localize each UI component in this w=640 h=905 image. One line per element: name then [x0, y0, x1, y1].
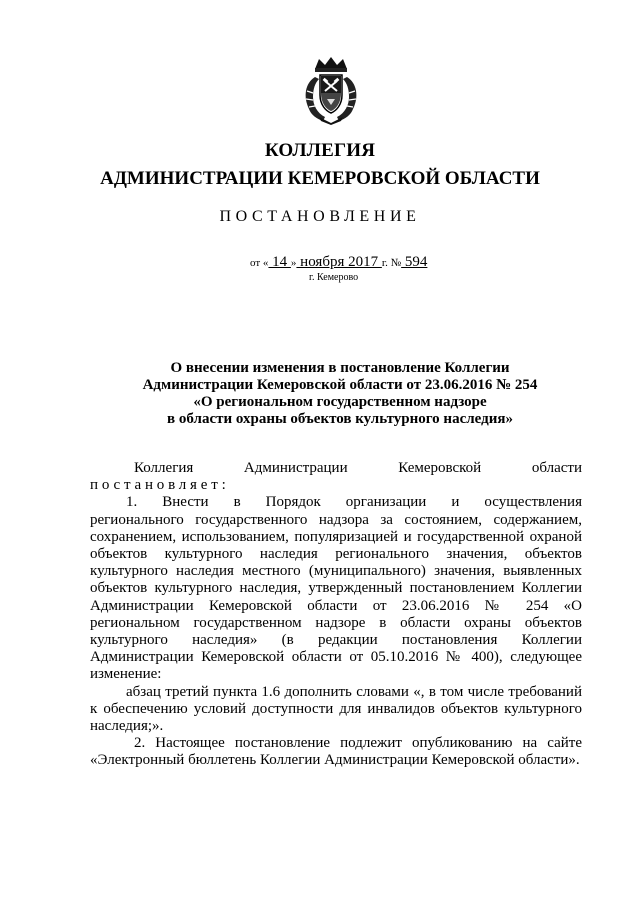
resolves-word: постановляет: [90, 477, 230, 494]
document-body [90, 460, 582, 770]
amendment-text: абзац третий пункта 1.6 дополнить словами «, в том числе требований к обеспечению условий доступности для инвалидов объектов культурного наследия;». [90, 683, 582, 735]
title-line: Администрации Кемеровской области от 23.06.2016 № 254 [142, 377, 538, 393]
title-line: «О региональном государственном надзоре [193, 394, 487, 410]
date-number-line [250, 254, 427, 271]
coat-of-arms-icon [301, 55, 361, 125]
number-sign: № [390, 257, 402, 269]
date-prefix: от « [250, 257, 269, 269]
org-title-line2: АДМИНИСТРАЦИИ КЕМЕРОВСКОЙ ОБЛАСТИ [100, 168, 540, 189]
org-title-line1: КОЛЛЕГИЯ [264, 140, 376, 161]
date-quote-close: » [290, 257, 297, 269]
preamble-line: Коллегия Администрации Кемеровской области [134, 460, 582, 476]
title-line: в области охраны объектов культурного наследия» [167, 411, 513, 427]
document-type: ПОСТАНОВЛЕНИЕ [219, 208, 421, 225]
document-title [60, 360, 620, 428]
date-day: 14 [268, 254, 291, 270]
clause-1-text: регионального государственного надзора за состоянием, содержанием, сохранением, использованием, популяризацией и государственной охраной объектов культурного наследия регионального значения, объектов культурного наследия местного (муниципального) значения, выявленных объектов культурного наследия, утвержденный постановлением Коллегии Администрации Кемеровской области от 23.06.2016 № 254 «О региональном государственном надзоре в области охраны объектов культурного наследия» (в редакции постановления Коллегии Администрации Кемеровской области от 05.10.2016 № 400), следующее изменение: [90, 511, 582, 683]
date-year-abbr: г. [381, 257, 388, 269]
clause-1-first-line: 1. Внести в Порядок организации и осуществления [126, 494, 582, 511]
date-month-year: ноября 2017 [296, 254, 382, 270]
document-number: 594 [401, 254, 428, 270]
city-name: г. Кемерово [309, 272, 359, 283]
title-line: О внесении изменения в постановление Коллегии [170, 360, 510, 376]
clause-2-text: 2. Настоящее постановление подлежит опубликованию на сайте «Электронный бюллетень Коллегии Администрации Кемеровской области». [90, 735, 582, 769]
